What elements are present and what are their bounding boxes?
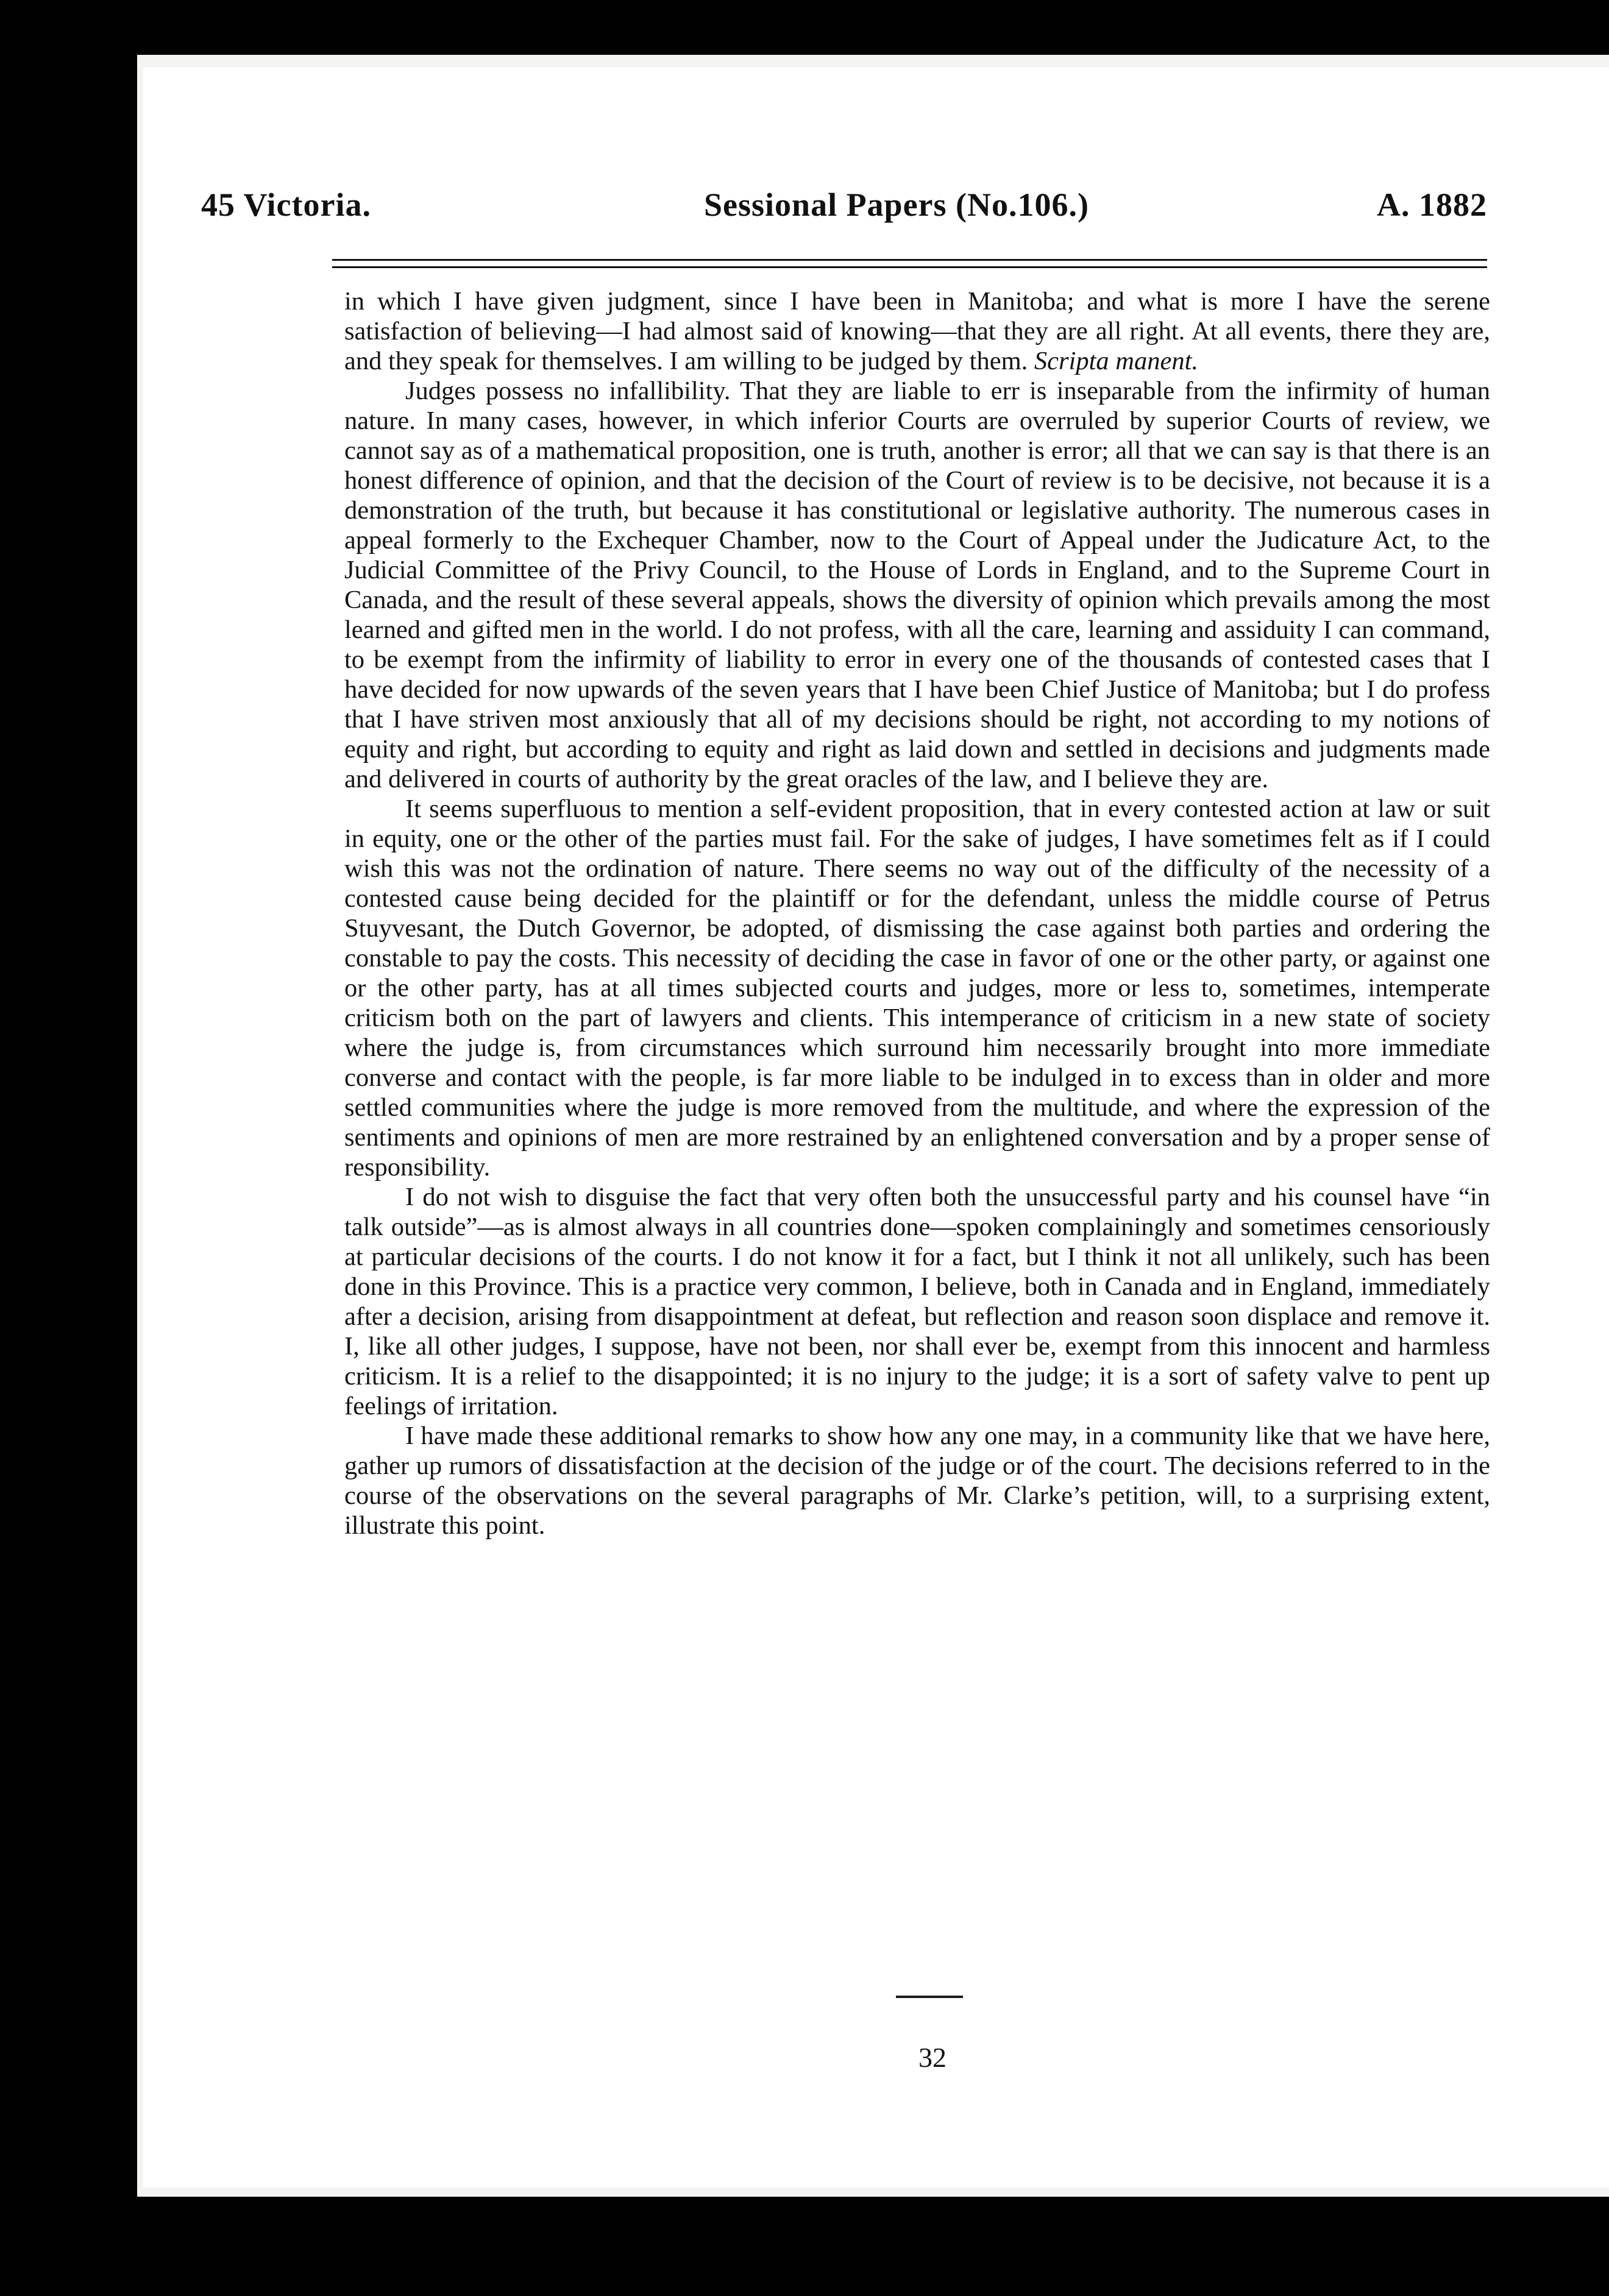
paragraph-4: I do not wish to disguise the fact that very often both the unsuccessful party and his counsel have “in talk outside”—as is almost always in all countries done—spoken complainingly and sometimes censoriously at particular decisions of the courts. I do not know it for a fact, but I think it not all unlikely, such has been done in this Province. This is a practice very common, I believe, both in Canada and in England, immediately after a decision, arising from disappointment at defeat, but reflection and reason soon displace and remove it. I, like all other judges, I suppose, have not been, nor shall ever be, exempt from this innocent and harmless criticism. It is a relief to the disappointed; it is no injury to the judge; it is a sort of safety valve to pent up feelings of irritation. xyxy=(344,1183,1490,1420)
body-text xyxy=(344,286,1490,1980)
paragraph-5: I have made these additional remarks to show how any one may, in a community like that we have here, gather up rumors of dissatisfaction at the decision of the judge or of the court. The decisions referred to in the course of the observations on the several paragraphs of Mr. Clarke’s petition, will, to a surprising extent, illustrate this point. xyxy=(344,1422,1490,1540)
paragraph-2: Judges possess no infallibility. That they are liable to err is inseparable from the infirmity of human nature. In many cases, however, in which inferior Courts are overruled by superior Courts of review, we cannot say as of a mathematical proposition, one is truth, another is error; all that we can say is that there is an honest difference of opinion, and that the decision of the Court of review is to be decisive, not because it is a demonstration of the truth, but because it has constitutional or legislative authority. The numerous cases in appeal formerly to the Exchequer Chamber, now to the Court of Appeal under the Judicature Act, to the Judicial Committee of the Privy Council, to the House of Lords in England, and to the Supreme Court in Canada, and the result of these several appeals, shows the diversity of opinion which prevails among the most learned and gifted men in the world. I do not profess, with all the care, learning and assiduity I can command, to be exempt from the infirmity of liability to error in every one of the thousands of contested cases that I have decided for now upwards of the seven years that I have been Chief Justice of Manitoba; but I do profess that I have striven most anxiously that all of my decisions should be right, not according to my notions of equity and right, but according to equity and right as laid down and settled in decisions and judgments made and delivered in courts of authority by the great oracles of the law, and I believe they are. xyxy=(344,377,1490,793)
page-number: 32 xyxy=(918,2042,947,2073)
header-regnal-year: 45 Victoria. xyxy=(201,186,371,223)
footer-rule xyxy=(896,1996,963,1998)
header-sessional-papers: Sessional Papers (No.106.) xyxy=(704,186,1089,223)
paragraph-1-text: in which I have given judgment, since I have been in Manitoba; and what is more I have the serene satisfaction of believing—I had almost said of knowing—that they are all right. At all events, there they are, and they speak for themselves. I am willing to be judged by them. xyxy=(344,287,1490,375)
header-year: A. 1882 xyxy=(1377,186,1487,223)
header-double-rule xyxy=(332,259,1487,268)
paragraph-1 xyxy=(344,286,1490,376)
paragraph-3: It seems superfluous to mention a self-evident proposition, that in every contested action at law or suit in equity, one or the other of the parties must fail. For the sake of judges, I have sometimes felt as if I could wish this was not the ordination of nature. There seems no way out of the difficulty of the necessity of a contested cause being decided for the plaintiff or for the defendant, unless the middle course of Petrus Stuyvesant, the Dutch Governor, be adopted, of dismissing the case against both parties and ordering the constable to pay the costs. This necessity of deciding the case in favor of one or the other party, or against one or the other party, has at all times subjected courts and judges, more or less to, sometimes, intemperate criticism both on the part of lawyers and clients. This intemperance of criticism in a new state of society where the judge is, from circumstances which surround him necessarily brought into more immediate converse and contact with the people, is far more liable to be indulged in to excess than in older and more settled communities where the judge is more removed from the multitude, and where the expression of the sentiments and opinions of men are more restrained by an enlightened conversation and by a proper sense of responsibility. xyxy=(344,795,1490,1182)
paragraph-1-latin-phrase: Scripta manent. xyxy=(1034,347,1199,375)
running-head xyxy=(201,186,1487,241)
